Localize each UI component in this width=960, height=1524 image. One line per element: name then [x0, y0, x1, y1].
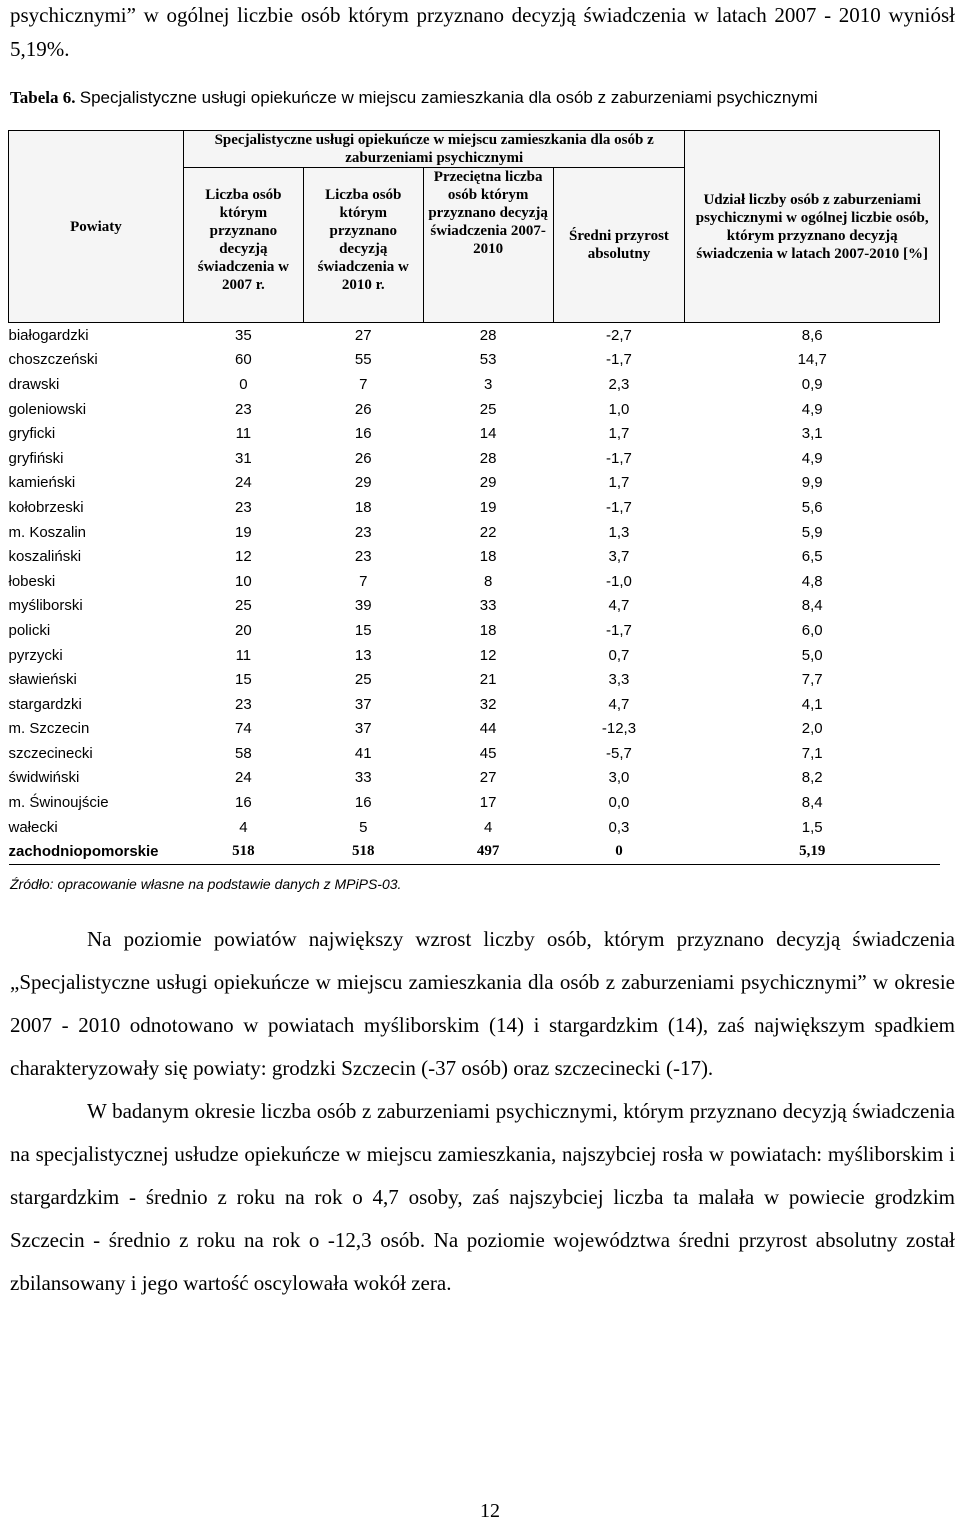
cell-value: 16 [235, 794, 252, 812]
cell-value: 10 [235, 572, 252, 590]
table-row [9, 766, 940, 791]
cell-powiat: szczecinecki [8, 744, 93, 762]
paragraph-1: Na poziomie powiatów największy wzrost liczby osób, którym przyznano decyzją świadczenia „Specjalistyczne usługi opiekuńcze w miejscu zamieszkania dla osób z zaburzeniami psychicznymi” w okresie 2007 - 2010 odnotowano w powiatach myśliborskim (14) i stargardzkim (14), zaś największym spadkiem charakteryzowały się powiaty: grodzki Szczecin (-37 osób) oraz szczecinecki (-17). [10, 927, 955, 1080]
cell-value: 19 [479, 498, 497, 516]
header-average: Przeciętna liczba osób którym przyznano decyzją świadczenia 2007-2010 [423, 168, 553, 323]
cell-value: 39 [354, 597, 372, 615]
cell-value: 0 [553, 839, 685, 864]
cell-value: 74 [235, 720, 252, 738]
table-row [9, 643, 940, 668]
header-powiaty: Powiaty [9, 131, 184, 323]
cell-value: 2,3 [608, 375, 630, 393]
cell-value: -12,3 [601, 720, 637, 738]
header-2010: Liczba osób którym przyznano decyzją świadczenia w 2010 r. [303, 168, 423, 323]
cell-value: 28 [479, 326, 497, 344]
cell-value: 14 [479, 425, 497, 443]
table-row [9, 667, 940, 692]
cell-value: 8,6 [801, 326, 823, 344]
cell-powiat: świdwiński [8, 769, 80, 787]
table-row [9, 544, 940, 569]
cell-value: 55 [354, 351, 372, 369]
cell-value: 17 [479, 794, 497, 812]
cell-value: 5,0 [801, 646, 823, 664]
header-group: Specjalistyczne usługi opiekuńcze w miejscu zamieszkania dla osób z zaburzeniami psychicznymi [183, 131, 684, 168]
cell-value: 60 [235, 351, 252, 369]
cell-powiat: białogardzki [8, 326, 89, 344]
cell-powiat: stargardzki [8, 695, 82, 713]
cell-value: 3,3 [608, 671, 630, 689]
cell-value: 1,7 [608, 474, 630, 492]
table-row [9, 618, 940, 643]
cell-value: 25 [479, 400, 497, 418]
cell-powiat: drawski [8, 375, 60, 393]
cell-value: 5,6 [801, 498, 823, 516]
cell-value: 1,7 [608, 425, 630, 443]
cell-powiat: koszaliński [8, 548, 82, 566]
cell-value: 14,7 [797, 351, 827, 369]
cell-powiat: m. Szczecin [8, 720, 90, 738]
cell-value: 44 [479, 720, 497, 738]
cell-value: 58 [235, 744, 252, 762]
cell-powiat: kamieński [8, 474, 76, 492]
cell-value: 15 [235, 671, 252, 689]
cell-value: 26 [354, 449, 372, 467]
cell-value: 518 [183, 839, 303, 864]
cell-value: 6,0 [801, 621, 823, 639]
cell-value: 21 [479, 671, 497, 689]
cell-value: 4,7 [608, 597, 630, 615]
cell-value: 31 [235, 449, 252, 467]
table-total-row [9, 839, 940, 864]
cell-powiat: wałecki [8, 818, 58, 836]
cell-value: 33 [479, 597, 497, 615]
cell-value: 4,9 [801, 400, 823, 418]
cell-powiat: pyrzycki [8, 646, 63, 664]
table-row [9, 717, 940, 742]
cell-powiat: choszczeński [8, 351, 98, 369]
cell-value: 11 [235, 425, 252, 443]
cell-value: 1,3 [608, 523, 630, 541]
table-row [9, 790, 940, 815]
cell-value: 3,1 [801, 425, 823, 443]
table-row [9, 741, 940, 766]
cell-value: 1,5 [801, 818, 823, 836]
cell-powiat: goleniowski [8, 400, 87, 418]
cell-value: 4,1 [801, 695, 823, 713]
cell-value: 23 [235, 400, 252, 418]
cell-value: 19 [235, 523, 252, 541]
table-source: Źródło: opracowanie własne na podstawie danych z MPiPS-03. [10, 876, 402, 892]
cell-value: 1,0 [608, 400, 630, 418]
cell-value: 25 [354, 671, 372, 689]
cell-value: 518 [303, 839, 423, 864]
cell-value: -1,0 [606, 572, 632, 590]
cell-value: 3,7 [608, 548, 630, 566]
cell-value: -5,7 [606, 744, 632, 762]
table-row [9, 372, 940, 397]
cell-value: 18 [479, 621, 497, 639]
cell-value: 53 [479, 351, 497, 369]
cell-value: 32 [479, 695, 497, 713]
cell-value: 12 [235, 548, 252, 566]
cell-value: 22 [479, 523, 497, 541]
table-caption-text: Specjalistyczne usługi opiekuńcze w miejscu zamieszkania dla osób z zaburzeniami psychicznymi [79, 88, 818, 107]
cell-value: 18 [354, 498, 372, 516]
cell-value: 29 [479, 474, 497, 492]
cell-value: 7,1 [801, 744, 823, 762]
cell-value: 4,9 [801, 449, 823, 467]
cell-value: 0,9 [801, 375, 823, 393]
body-text [10, 918, 955, 1305]
table-caption [10, 88, 818, 108]
cell-value: 3 [483, 375, 493, 393]
cell-powiat: gryfiński [8, 449, 64, 467]
cell-value: 29 [354, 474, 372, 492]
cell-value: 0,7 [608, 646, 630, 664]
cell-value: 0,3 [608, 818, 630, 836]
cell-value: 23 [354, 548, 372, 566]
cell-value: 2,0 [801, 720, 823, 738]
table-row [9, 495, 940, 520]
cell-value: 25 [235, 597, 252, 615]
cell-value: 33 [354, 769, 372, 787]
cell-powiat: kołobrzeski [8, 498, 84, 516]
cell-value: 7 [359, 375, 368, 393]
cell-value: 15 [354, 621, 372, 639]
cell-powiat: sławieński [8, 671, 77, 689]
cell-value: 16 [354, 425, 372, 443]
cell-powiat: m. Koszalin [8, 523, 87, 541]
table-row [9, 520, 940, 545]
cell-value: 0,0 [608, 794, 630, 812]
cell-value: 23 [235, 695, 252, 713]
cell-value: 7,7 [801, 671, 823, 689]
intro-paragraph: psychicznymi” w ogólnej liczbie osób którym przyznano decyzją świadczenia w latach 2007 - 2010 wyniósł 5,19%. [10, 3, 955, 61]
cell-value: 8 [483, 572, 493, 590]
cell-value: 3,0 [608, 769, 630, 787]
cell-value: 0 [239, 375, 248, 393]
cell-value: 4 [239, 818, 248, 836]
table-row [9, 421, 940, 446]
cell-value: 7 [359, 572, 368, 590]
table-row [9, 348, 940, 373]
data-table [8, 130, 940, 865]
cell-powiat: m. Świnoujście [8, 794, 109, 812]
cell-value: 16 [354, 794, 372, 812]
cell-value: 45 [479, 744, 497, 762]
cell-powiat: gryficki [8, 425, 56, 443]
cell-value: 24 [235, 769, 252, 787]
cell-value: 5,9 [801, 523, 823, 541]
table-body [9, 323, 940, 865]
cell-value: 6,5 [801, 548, 823, 566]
cell-value: 20 [235, 621, 252, 639]
table-row [9, 692, 940, 717]
cell-value: 13 [354, 646, 372, 664]
cell-value: 8,2 [801, 769, 823, 787]
cell-powiat: zachodniopomorskie [9, 839, 184, 864]
table-row [9, 815, 940, 840]
cell-value: 26 [354, 400, 372, 418]
cell-value: -1,7 [606, 621, 632, 639]
cell-value: 27 [354, 326, 372, 344]
cell-value: 18 [479, 548, 497, 566]
table-row [9, 397, 940, 422]
cell-value: 5,19 [685, 839, 940, 864]
cell-value: 4,7 [608, 695, 630, 713]
cell-value: 4,8 [801, 572, 823, 590]
cell-value: 8,4 [801, 794, 823, 812]
cell-value: 41 [354, 744, 372, 762]
cell-value: -1,7 [606, 449, 632, 467]
cell-value: -1,7 [606, 498, 632, 516]
cell-value: 9,9 [801, 474, 823, 492]
cell-value: 28 [479, 449, 497, 467]
header-2007: Liczba osób którym przyznano decyzją świadczenia w 2007 r. [183, 168, 303, 323]
cell-value: 8,4 [801, 597, 823, 615]
cell-value: 4 [483, 818, 493, 836]
cell-value: 27 [479, 769, 497, 787]
page-number: 12 [480, 1500, 500, 1522]
cell-value: -1,7 [606, 351, 632, 369]
cell-value: 497 [423, 839, 553, 864]
cell-powiat: łobeski [8, 572, 56, 590]
cell-powiat: policki [8, 621, 51, 639]
table-row [9, 569, 940, 594]
cell-value: 12 [479, 646, 497, 664]
table-row [9, 471, 940, 496]
table-caption-label: Tabela 6. [10, 88, 76, 107]
table-row [9, 323, 940, 348]
header-growth: Średni przyrost absolutny [553, 168, 685, 323]
table-row [9, 594, 940, 619]
table-row [9, 446, 940, 471]
cell-powiat: myśliborski [8, 597, 83, 615]
cell-value: 11 [235, 646, 252, 664]
header-share: Udział liczby osób z zaburzeniami psychicznymi w ogólnej liczbie osób, którym przyznano decyzją świadczenia w latach 2007-2010 [%] [685, 131, 940, 323]
cell-value: 23 [354, 523, 372, 541]
paragraph-2: W badanym okresie liczba osób z zaburzeniami psychicznymi, którym przyznano decyzją świadczenia na specjalistycznej usłudze opiekuńcze w miejscu zamieszkania, najszybciej rosła w powiatach: myśliborskim i stargardzkim - średnio z roku na rok o 4,7 osoby, zaś najszybciej liczba ta malała w powiecie grodzkim Szczecin - średnio z roku na rok o -12,3 osób. Na poziomie województwa średni przyrost absolutny został zbilansowany i jego wartość oscylowała wokół zera. [10, 1099, 955, 1295]
cell-value: 37 [354, 720, 372, 738]
cell-value: 35 [235, 326, 252, 344]
cell-value: 23 [235, 498, 252, 516]
cell-value: -2,7 [606, 326, 632, 344]
cell-value: 5 [359, 818, 368, 836]
cell-value: 24 [235, 474, 252, 492]
cell-value: 37 [354, 695, 372, 713]
